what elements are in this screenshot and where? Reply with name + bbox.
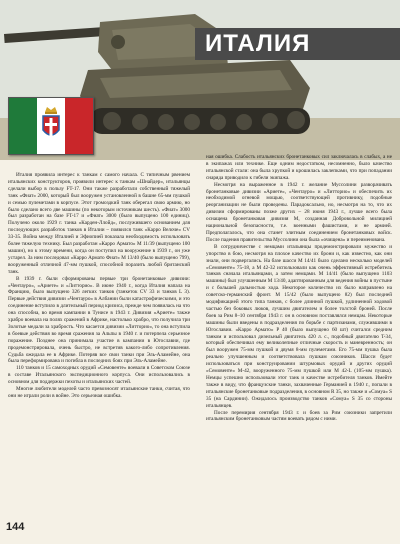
paragraph: После перемирия сентября 1943 г. и боев за Рим союзники запретили итальянским бронетанковым частям воевать рядом с ними. <box>206 409 392 423</box>
savoy-crest-icon <box>40 106 62 144</box>
text-column-right <box>206 154 392 423</box>
paragraph: Италия проявила интерес к танкам с самого начала. С типичным рвением итальянских конструкторов, проявили интерес к танкам «Шнайдер», итальянцы сделали выбор в пользу FT-17. Они также разработали собственный тяжелый танк «Фиат» 2000, который был вооружен установленной в башне 65-мм пушкой и семью пулеметами в корпусе. Этот громоздкий танк оберегал свою армию, но было сделано всего две машины (по некоторым источникам шесть). «Фиат» 3000 был разработан на базе FT-17 и «Фиат» 3000 (было выпущено 100 единиц). Получено около 1929 г. танка «Карден-Ллойд», послужившего основанием для последующих разработок танков в Италии – появился танк «Карро Велоче» CV 33-35. Война между Италией и Эфиопией показала необходимость использовать более тяжелую технику. Был разработан «Карро Армато» M 11/39 (выпущено 100 машин), но к этому времени, когда он поступил на вооружение в 1939 г., он уже устарел. За ним последовал «Карро Армато Фиат» M 13/40 (было выпущено 799), вооруженный отличной 47-мм пушкой, способной поразить любой британский танк. <box>8 172 190 275</box>
flag-red-stripe <box>65 98 93 154</box>
paragraph: Несмотря на выраженное в 1942 г. желание Муссолини разворачивать бронетанковые дивизии «Ариете», «Чентауро» и «Литторио» и обеспечить их необходимой огневой мощью, соответствующей противнику, подобные реорганизации не были проведены. Парадоксально, но, несмотря на то, что их дивизии сформированы позже других – 28 июня 1943 г., лучше всего была оснащена бронетанковая дивизия M, созданная Добровольной милицией национальной безопасности, т.е. военными фашистами, и не армией. Предполагалось, что она станет элитным соединением бронетанковых войск. После падения правительства Муссолини она была «очищена» и переименована. <box>206 181 392 243</box>
paragraph: Многие любители моделей часто превозносят итальянские танки, считая, что они не играли роли в войне. Это серьезная ошибка. <box>8 386 190 399</box>
paragraph: В сотрудничестве с немцами итальянцы продемонстрировали мужество и упорство в бою, несмотря на плохое качество их брони и, как известно, как они знали, они подвергались. На базе шасси M 14/41 было сделано несколько моделей «Семовенте» 75-18, а M 42-32 использовали как очень эффективный истребитель танков сначала итальянцами, а затем немцами. M 14/41 (было выпущено 1103 машины) был улучшенным M 13/40, адаптированным для ведения войны в пустыне и с большей дальностью хода. Некоторое количество их было направлено на советско-германский фронт. M 15/42 (было выпущено 82) был последней модификацией этого типа танков, с более длинной пушкой, удлиненной ходовой частью без боковых люков, лучшим двигателем и более толстой броней. После боев за Рим 8–10 сентября 1943 г. он в основном поставлялся немцам. Некоторые машины были введены в подразделения по борьбе с партизанами, служившими в Югославии. «Карро Армато» P 40 (было выпущено 60 шт) считался средним танком и использовал дизельный двигатель 420 л. с., подобный двигателю T-34, который обеспечивал ему великолепные отличные скорость и маневренность; он был вооружен 75-мм пушкой и двумя 8-мм пулеметами. Его 75-мм пушка была реально улучшенным и соответствовала пушкам союзников. Шасси будет использоваться при конструировании штурмовых орудий и других орудий «Семовенте» M-42, вооруженного 75-мм пушкой или M 42-L (105-мм пушка). Немцы успешно использовали этот танк и качестве истребителя танков. Имейте также в виду, что французские танки, захваченные Германией в 1940 г., попали в итальянские бронетанковые подразделения, в основном R 35, но также и «Сомуа» S 35 (на Сардинии). Ожидалось производство танков «Сомуа» S 35 со стороны итальянцев. <box>206 243 392 409</box>
page-title: ИТАЛИЯ <box>205 30 311 57</box>
title-bar <box>195 28 400 60</box>
paragraph: ная ошибка. Слабость итальянских бронетанковых сил заключалась в слабых, а не в экипажах или технике. Еще одним недостатком, несомненно, было качество итальянской стали: она была хрупкой и крошилась заклепками, что при попадании снаряда приводило к гибели экипажа. <box>206 154 392 181</box>
paragraph: В 1939 г. были сформированы первые три бронетанковые дивизии: «Чентауро», «Ариете» и «Литторио». В июне 1940 г., когда Италия напала на Францию, было выпущено 326 легких танков (танкеток CV 33 и танков L 3). Первые действия дивизии «Чентауро» в Албании были катастрофическими, и это соединение вступило в длительный период кризиса, прежде чем появилась на что она способна, во время кампании в Тунисе в 1943 г. Дивизия «Ариете» также храбро воевала на полях сражений в Африке, настолько храбро, что получила три Золотые медали за храбрость. Что касается дивизии «Литторио», то она вступила в боевые действия во время сражения за Альпы в 1940 г. и потерпела серьезное поражение. Позднее она принимала участие в кампании в Югославии, где продемонстрировала, очень быстро, не встретив какого-либо сопротивления. Судьба ожидала ее в Африке. Потеряв все свои танки при Эль-Аламейне, она была переформирована и погибла в последних боях при Эль-Аламейне. <box>8 275 190 365</box>
hero-photo <box>0 0 400 160</box>
page-number: 144 <box>6 521 25 533</box>
text-column-left <box>8 172 190 400</box>
italian-flag-icon <box>8 97 94 155</box>
flag-white-stripe <box>37 98 65 154</box>
paragraph: 110 танков и 15 самоходных орудий «Семовенте» воевали в Советском Союзе в составе Итальянского экспедиционного корпуса. Они использовались в основном для поддержки пехоты и итальянских частей. <box>8 365 190 386</box>
flag-green-stripe <box>9 98 37 154</box>
